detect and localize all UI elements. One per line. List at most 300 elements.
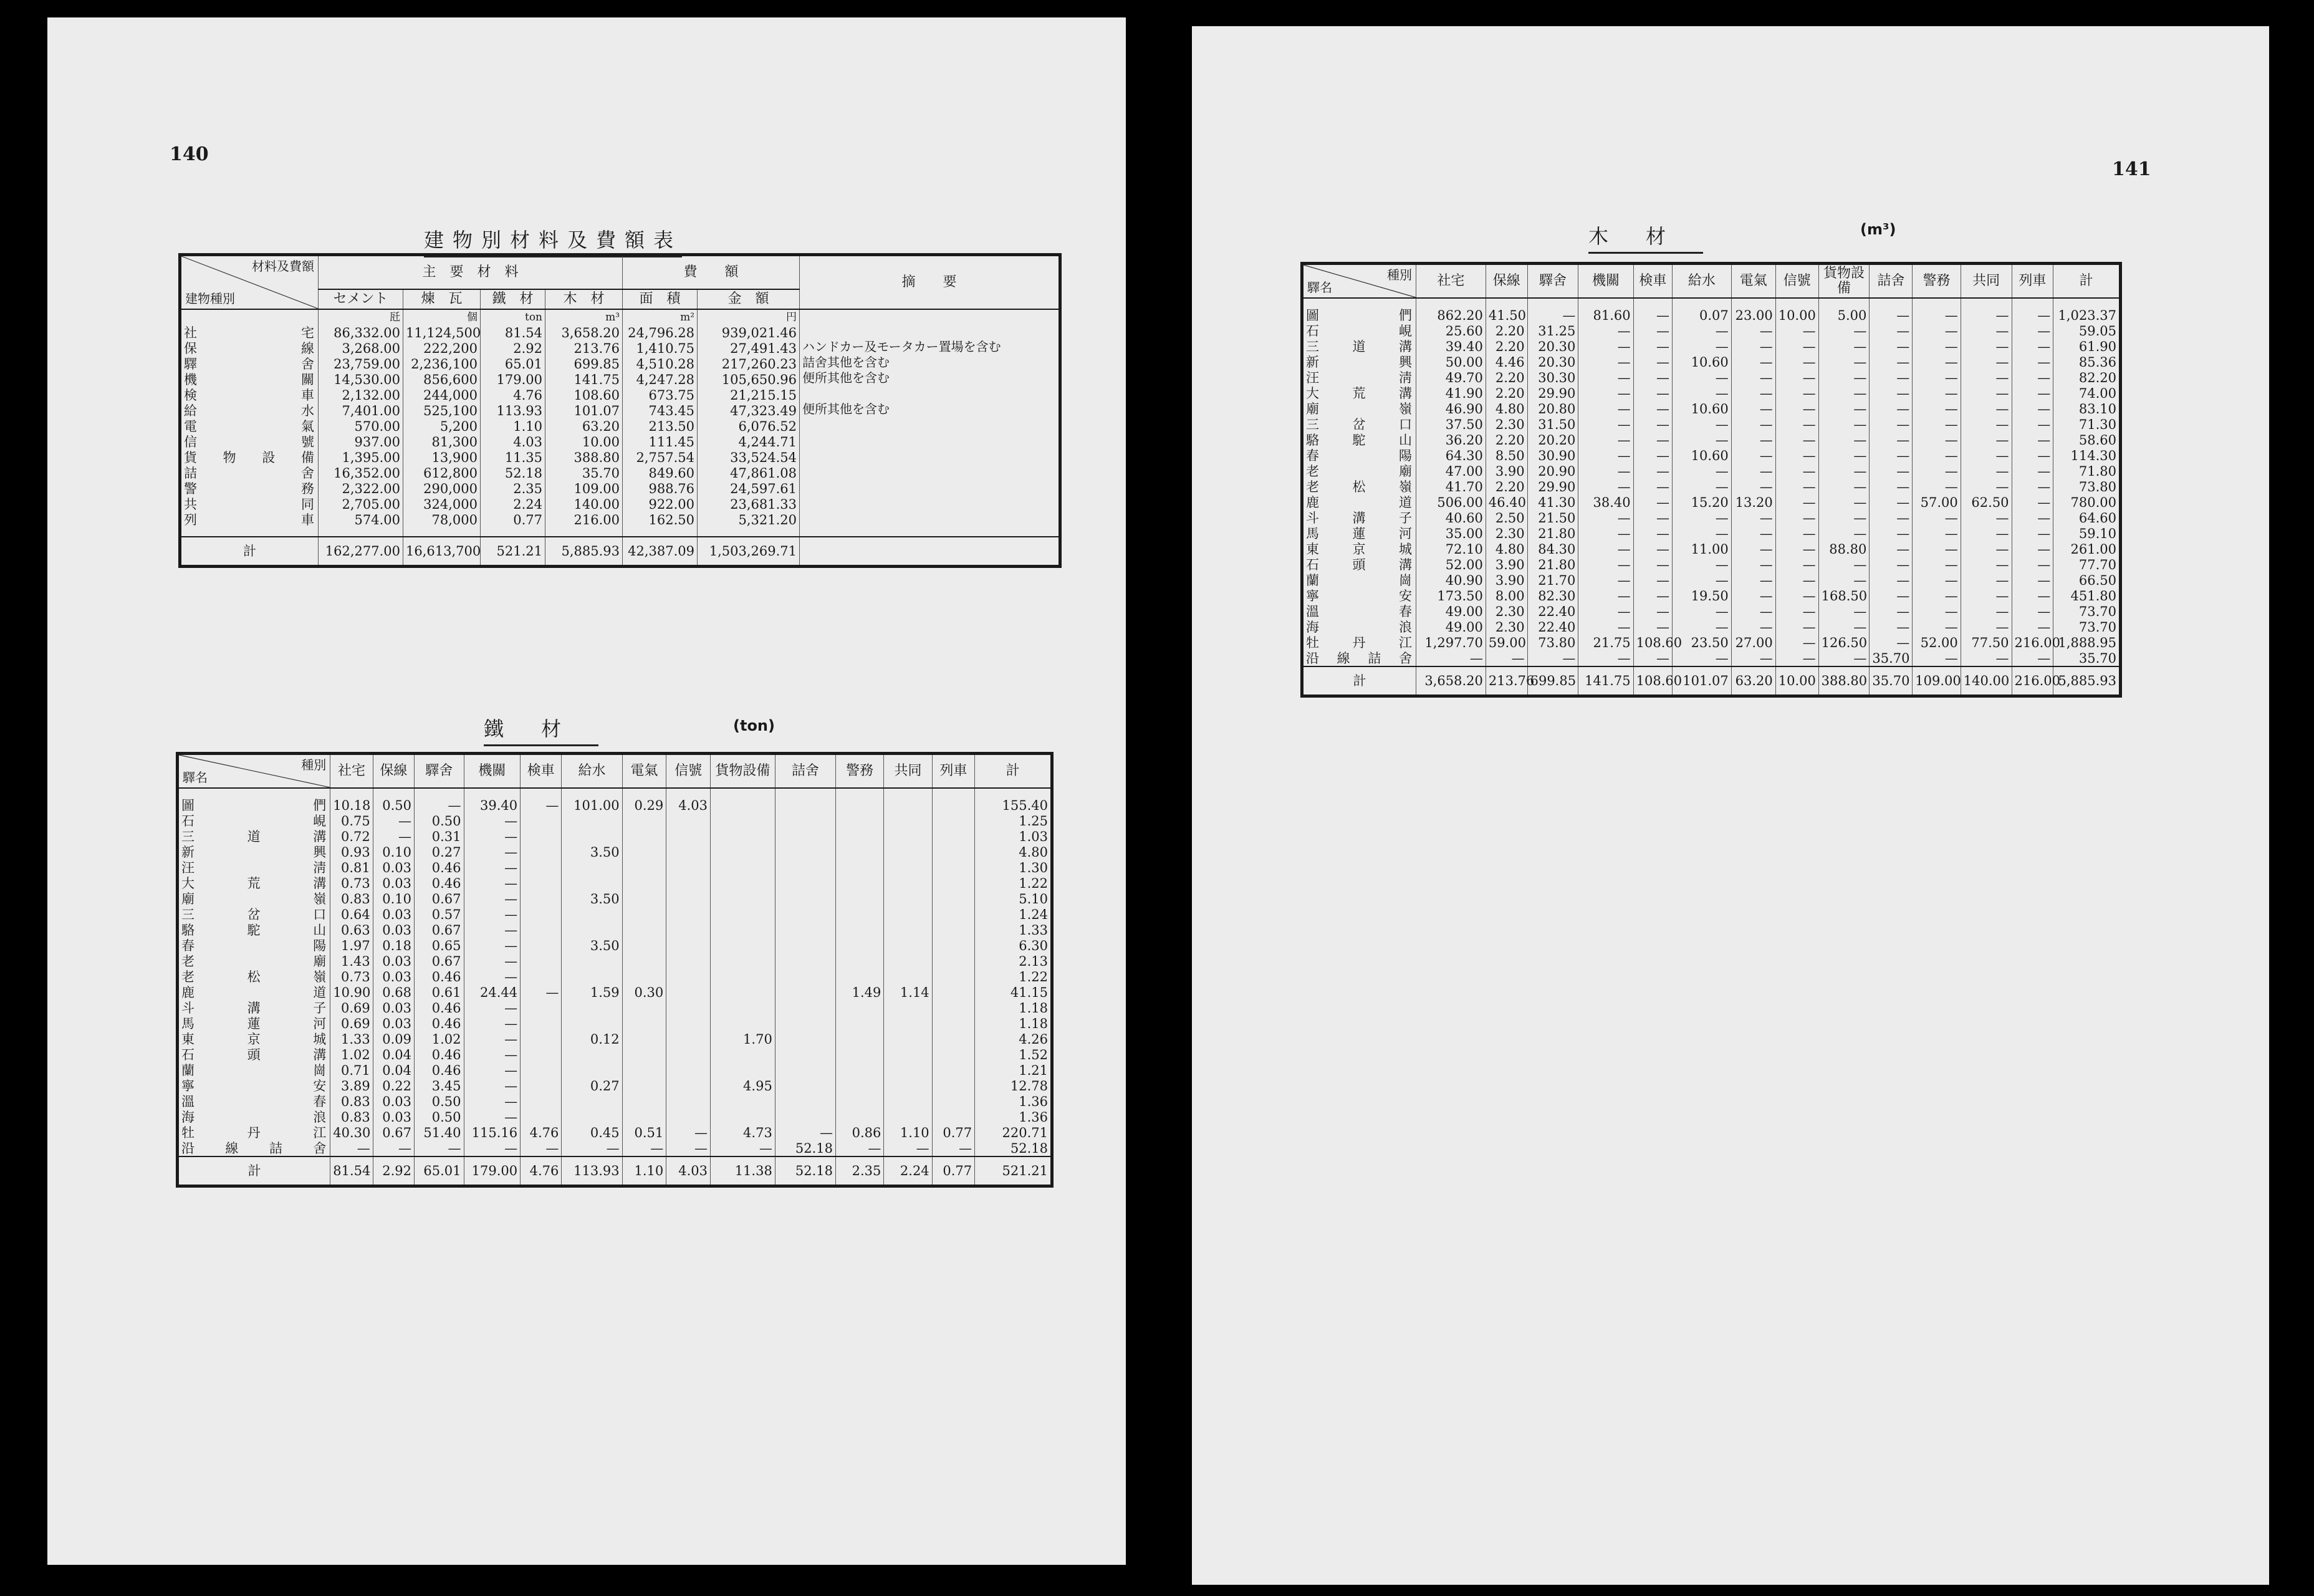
cell-value: 4.95 (710, 1078, 775, 1094)
cell-value: 38.40 (1578, 494, 1633, 510)
row-label: 春陽 (178, 938, 330, 953)
cell-value: 0.04 (373, 1062, 414, 1078)
cell-value: 10.60 (1673, 401, 1732, 416)
cell-value: — (1913, 572, 1961, 588)
column-header: 貨物設備 (1818, 264, 1870, 299)
cell-value: 0.50 (415, 813, 464, 829)
cell-value: 23,759.00 (319, 356, 403, 372)
cell-value: — (464, 1094, 521, 1109)
gap-cell (1775, 298, 1818, 307)
cell-value: — (1961, 448, 2012, 463)
cell-value: 73.70 (2053, 619, 2121, 635)
cell-value: 0.93 (330, 844, 373, 860)
cell-value: — (1578, 463, 1633, 479)
cell-value: 1.25 (975, 813, 1052, 829)
cell-value: — (1913, 354, 1961, 370)
column-header: 信號 (666, 754, 711, 789)
cell-value: — (1633, 416, 1672, 432)
cell-value (932, 891, 974, 906)
cell-value: 0.03 (373, 953, 414, 969)
cell-value: 4.03 (666, 797, 711, 813)
cell-value: — (1578, 510, 1633, 526)
cell-value (775, 844, 835, 860)
cell-value: — (1673, 619, 1732, 635)
cell-value (884, 938, 932, 953)
cell-value: — (1961, 650, 2012, 666)
cell-value: — (464, 1062, 521, 1078)
cell-value: 0.46 (415, 860, 464, 875)
row-label: 信號 (180, 434, 319, 449)
cell-value: — (1633, 479, 1672, 494)
cell-value: 21.75 (1578, 635, 1633, 650)
note-cell (800, 537, 1060, 567)
cell-value: 23.50 (1673, 635, 1732, 650)
cell-value: — (1731, 588, 1775, 603)
cell-value: 922.00 (623, 496, 698, 512)
cell-value: 0.03 (373, 906, 414, 922)
cell-value: 220.71 (975, 1125, 1052, 1140)
cell-value (884, 969, 932, 984)
note-cell: 便所其他を含む (800, 372, 1060, 387)
cell-value: 10.90 (330, 984, 373, 1000)
table-row (1302, 370, 2121, 385)
cell-value: — (1818, 354, 1870, 370)
cell-value (622, 891, 666, 906)
cell-value: — (2012, 307, 2053, 323)
row-label: 給水 (180, 403, 319, 418)
cell-value: — (415, 797, 464, 813)
cell-value: 0.10 (373, 891, 414, 906)
table-row (180, 512, 1060, 527)
cell-value (775, 906, 835, 922)
cell-value (775, 813, 835, 829)
cell-value: — (1961, 463, 2012, 479)
cell-value: — (1673, 463, 1732, 479)
cell-value: 27.00 (1731, 635, 1775, 650)
cell-value: — (562, 1140, 622, 1156)
cell-value: 11.35 (481, 449, 545, 465)
cell-value (836, 1078, 884, 1094)
cell-value: — (2012, 619, 2053, 635)
total-value: 4.03 (666, 1156, 711, 1186)
cell-value: 64.30 (1416, 448, 1486, 463)
cell-value: 111.45 (623, 434, 698, 449)
cell-value (884, 860, 932, 875)
cell-value: — (1913, 339, 1961, 354)
cell-value (521, 1016, 562, 1031)
gap-cell (2012, 298, 2053, 307)
cell-value: 780.00 (2053, 494, 2121, 510)
cell-value (884, 1062, 932, 1078)
cell-value: 1.18 (975, 1000, 1052, 1016)
cell-value: — (1961, 339, 2012, 354)
cell-value: — (1633, 307, 1672, 323)
total-row (1302, 666, 2121, 696)
cell-value (884, 922, 932, 938)
cell-value: 574.00 (319, 512, 403, 527)
cell-value: — (2012, 541, 2053, 557)
cell-value: 1.97 (330, 938, 373, 953)
cell-value: 1,297.70 (1416, 635, 1486, 650)
cell-value: 213.50 (623, 418, 698, 434)
cell-value (710, 1047, 775, 1062)
cell-value: — (464, 829, 521, 844)
cell-value: 3.50 (562, 938, 622, 953)
cell-value (775, 984, 835, 1000)
cell-value: 51.40 (415, 1125, 464, 1140)
cell-value: 179.00 (481, 372, 545, 387)
cell-value (562, 1000, 622, 1016)
cell-value (666, 1016, 711, 1031)
cell-value (775, 953, 835, 969)
cell-value: — (1775, 479, 1818, 494)
cell-value (666, 922, 711, 938)
wood-corner (1302, 264, 1416, 299)
cell-value: 2,236,100 (403, 356, 481, 372)
cell-value: — (1731, 557, 1775, 572)
table-row (178, 1109, 1052, 1125)
cell-value: — (464, 922, 521, 938)
cell-value: 13,900 (403, 449, 481, 465)
cell-value (836, 891, 884, 906)
table-row (1302, 510, 2121, 526)
cell-value: 47,323.49 (698, 403, 800, 418)
cell-value (562, 829, 622, 844)
cell-value: 743.45 (623, 403, 698, 418)
cell-value: — (1775, 354, 1818, 370)
row-label: 石頭溝 (1302, 557, 1416, 572)
cell-value (884, 1031, 932, 1047)
cell-value: — (1673, 385, 1732, 401)
cell-value: 261.00 (2053, 541, 2121, 557)
cell-value: 1.10 (884, 1125, 932, 1140)
cell-value: 0.50 (415, 1109, 464, 1125)
row-label: 社宅 (180, 325, 319, 340)
cell-value: — (1913, 307, 1961, 323)
cell-value: 699.85 (545, 356, 623, 372)
cell-value: — (2012, 370, 2053, 385)
cell-value (710, 1094, 775, 1109)
cell-value: 1.03 (975, 829, 1052, 844)
cell-value: 0.27 (562, 1078, 622, 1094)
cell-value: 4.03 (481, 434, 545, 449)
cell-value (932, 1031, 974, 1047)
cell-value (710, 875, 775, 891)
total-value: 521.21 (481, 537, 545, 567)
cell-value: 46.90 (1416, 401, 1486, 416)
cell-value: — (775, 1125, 835, 1140)
table-row (1302, 432, 2121, 448)
cell-value: 1.33 (330, 1031, 373, 1047)
cell-value: — (1578, 541, 1633, 557)
cell-value: — (1961, 479, 2012, 494)
cell-value: 1.30 (975, 860, 1052, 875)
cell-value: — (464, 1000, 521, 1016)
cell-value (562, 906, 622, 922)
row-label: 鹿道 (1302, 494, 1416, 510)
note-cell (800, 449, 1060, 465)
table-row (180, 356, 1060, 372)
unit-label: 個 (403, 309, 481, 325)
cell-value: 1.49 (836, 984, 884, 1000)
cell-value: — (1913, 416, 1961, 432)
cell-value: 1.43 (330, 953, 373, 969)
cell-value (666, 813, 711, 829)
cell-value: 86,332.00 (319, 325, 403, 340)
cell-value (666, 1031, 711, 1047)
cell-value: — (1818, 432, 1870, 448)
cell-value: 155.40 (975, 797, 1052, 813)
cell-value: 47,861.08 (698, 465, 800, 481)
cell-value (521, 953, 562, 969)
cell-value: — (1818, 619, 1870, 635)
total-value: 81.54 (330, 1156, 373, 1186)
cell-value (836, 922, 884, 938)
cell-value (884, 844, 932, 860)
cell-value: 0.71 (330, 1062, 373, 1078)
table-row (178, 984, 1052, 1000)
cell-value (836, 953, 884, 969)
cell-value: 1.10 (481, 418, 545, 434)
cell-value: — (2012, 448, 2053, 463)
cell-value (666, 875, 711, 891)
cell-value: 66.50 (2053, 572, 2121, 588)
gap-cell (415, 788, 464, 797)
cell-value: — (1731, 432, 1775, 448)
cell-value: 1.33 (975, 922, 1052, 938)
cell-value: 88.80 (1818, 541, 1870, 557)
cell-value (775, 1016, 835, 1031)
cell-value (521, 1031, 562, 1047)
cell-value: 4.76 (521, 1125, 562, 1140)
cell-value: 937.00 (319, 434, 403, 449)
cell-value: 1,410.75 (623, 340, 698, 356)
cell-value (622, 1031, 666, 1047)
total-value: 11.38 (710, 1156, 775, 1186)
cell-value: — (1578, 323, 1633, 339)
cell-value: 8.50 (1486, 448, 1527, 463)
cell-value (562, 922, 622, 938)
cell-value (932, 922, 974, 938)
cell-value: — (1775, 448, 1818, 463)
table-row (1302, 307, 2121, 323)
cost-subheader: 木 材 (545, 289, 623, 309)
row-label: 三岔口 (178, 906, 330, 922)
cell-value: — (1578, 526, 1633, 541)
cell-value (710, 891, 775, 906)
gap-cell (800, 527, 1060, 537)
corner-top-label: 種別 (1386, 267, 1412, 282)
cell-value: 0.67 (415, 891, 464, 906)
cell-value: 0.04 (373, 1047, 414, 1062)
cell-value: — (2012, 603, 2053, 619)
cell-value (884, 891, 932, 906)
cell-value: 101.00 (562, 797, 622, 813)
cell-value: — (1870, 432, 1913, 448)
cell-value: — (1818, 448, 1870, 463)
row-label: 石頭溝 (178, 1047, 330, 1062)
cell-value: — (1818, 572, 1870, 588)
iron-table-unit: (ton) (733, 717, 775, 734)
cell-value: — (1818, 557, 1870, 572)
cell-value: 2.35 (481, 481, 545, 496)
cell-value (622, 875, 666, 891)
cell-value: — (2012, 557, 2053, 572)
table-row (1302, 572, 2121, 588)
cell-value (622, 922, 666, 938)
table-row (178, 891, 1052, 906)
table-row (178, 1140, 1052, 1156)
cell-value: 856,600 (403, 372, 481, 387)
cell-value: 61.90 (2053, 339, 2121, 354)
gap-cell (884, 788, 932, 797)
cell-value (622, 829, 666, 844)
row-label: 廟嶺 (178, 891, 330, 906)
cell-value (775, 860, 835, 875)
cell-value: 0.73 (330, 969, 373, 984)
cell-value: — (1731, 370, 1775, 385)
cell-value: — (1961, 541, 2012, 557)
cell-value: — (1673, 339, 1732, 354)
cell-value (836, 813, 884, 829)
cell-value: — (2012, 385, 2053, 401)
total-row (178, 1156, 1052, 1186)
table-row (1302, 416, 2121, 432)
cell-value (710, 1000, 775, 1016)
cell-value: 23,681.33 (698, 496, 800, 512)
cell-value: — (1870, 526, 1913, 541)
cell-value: — (1578, 354, 1633, 370)
cell-value: 0.29 (622, 797, 666, 813)
cell-value: 21.50 (1527, 510, 1578, 526)
cell-value: — (464, 1078, 521, 1094)
cell-value: 2,132.00 (319, 387, 403, 403)
cell-value: — (1961, 526, 2012, 541)
unit-label: m² (623, 309, 698, 325)
cell-value: 5.00 (1818, 307, 1870, 323)
column-header: 電氣 (1731, 264, 1775, 299)
cell-value: — (1818, 603, 1870, 619)
cell-value: 0.83 (330, 1109, 373, 1125)
cell-value: — (464, 969, 521, 984)
cell-value: 0.46 (415, 1016, 464, 1031)
cell-value: 3.45 (415, 1078, 464, 1094)
cell-value: 849.60 (623, 465, 698, 481)
unit-label: m³ (545, 309, 623, 325)
cell-value: — (1961, 557, 2012, 572)
total-value: 5,885.93 (2053, 666, 2121, 696)
row-label: 石峴 (1302, 323, 1416, 339)
cell-value: — (1633, 354, 1672, 370)
cell-value: — (1961, 354, 2012, 370)
row-label: 三岔口 (1302, 416, 1416, 432)
table-row (180, 340, 1060, 356)
row-label: 列車 (180, 512, 319, 527)
cell-value: — (2012, 339, 2053, 354)
gap-cell (330, 788, 373, 797)
cell-value: 3.90 (1486, 557, 1527, 572)
cell-value: — (1731, 401, 1775, 416)
total-value: 108.60 (1633, 666, 1672, 696)
note-cell: ハンドカー及モータカー置場を含む (800, 340, 1060, 356)
cell-value (775, 922, 835, 938)
cell-value: 109.00 (545, 481, 623, 496)
cell-value: — (1578, 432, 1633, 448)
column-header: 詰舍 (1870, 264, 1913, 299)
cell-value (710, 1016, 775, 1031)
cell-value (932, 829, 974, 844)
cell-value: 2.20 (1486, 432, 1527, 448)
cell-value (884, 1078, 932, 1094)
cell-value (836, 1016, 884, 1031)
table-row (1302, 557, 2121, 572)
table-row (1302, 526, 2121, 541)
cell-value (710, 860, 775, 875)
row-label: 驛舍 (180, 356, 319, 372)
gap-cell (623, 527, 698, 537)
cell-value: — (521, 1140, 562, 1156)
table-row (180, 403, 1060, 418)
gap-cell (836, 788, 884, 797)
cell-value: 1.22 (975, 969, 1052, 984)
cell-value (666, 1109, 711, 1125)
cell-value: — (1633, 572, 1672, 588)
cell-value (775, 938, 835, 953)
total-value: 16,613,700 (403, 537, 481, 567)
cell-value: — (464, 1047, 521, 1062)
cell-value: 59.00 (1486, 635, 1527, 650)
cell-value: 4.46 (1486, 354, 1527, 370)
row-label: 駱駝山 (1302, 432, 1416, 448)
gap-cell (373, 788, 414, 797)
right-page (1192, 26, 2269, 1585)
cell-value: — (1870, 401, 1913, 416)
cell-value: 2.92 (481, 340, 545, 356)
total-value: 521.21 (975, 1156, 1052, 1186)
cell-value: — (1673, 526, 1732, 541)
cell-value: 11,124,500 (403, 325, 481, 340)
total-value: 10.00 (1775, 666, 1818, 696)
table-row (180, 372, 1060, 387)
cell-value (836, 1062, 884, 1078)
table-row (178, 906, 1052, 922)
cell-value: 22.40 (1527, 603, 1578, 619)
cell-value: 4,244.71 (698, 434, 800, 449)
row-label: 貨物設備 (180, 449, 319, 465)
note-cell: 便所其他を含む (800, 403, 1060, 418)
row-label: 春陽 (1302, 448, 1416, 463)
cell-value: — (464, 860, 521, 875)
cell-value: 0.31 (415, 829, 464, 844)
cell-value: — (666, 1125, 711, 1140)
total-value: 5,885.93 (545, 537, 623, 567)
cell-value: — (1818, 370, 1870, 385)
cell-value: — (1818, 650, 1870, 666)
cell-value: — (2012, 650, 2053, 666)
cell-value (836, 906, 884, 922)
cell-value: 74.00 (2053, 385, 2121, 401)
cell-value: — (1818, 510, 1870, 526)
table-row (180, 418, 1060, 434)
column-header: 保線 (1486, 264, 1527, 299)
cell-value: 2.20 (1486, 385, 1527, 401)
cell-value: 0.61 (415, 984, 464, 1000)
cell-value: — (1486, 650, 1527, 666)
row-label: 老廟 (1302, 463, 1416, 479)
wood-table-unit: (m³) (1860, 221, 1896, 238)
cell-value: 0.81 (330, 860, 373, 875)
row-label: 海浪 (1302, 619, 1416, 635)
